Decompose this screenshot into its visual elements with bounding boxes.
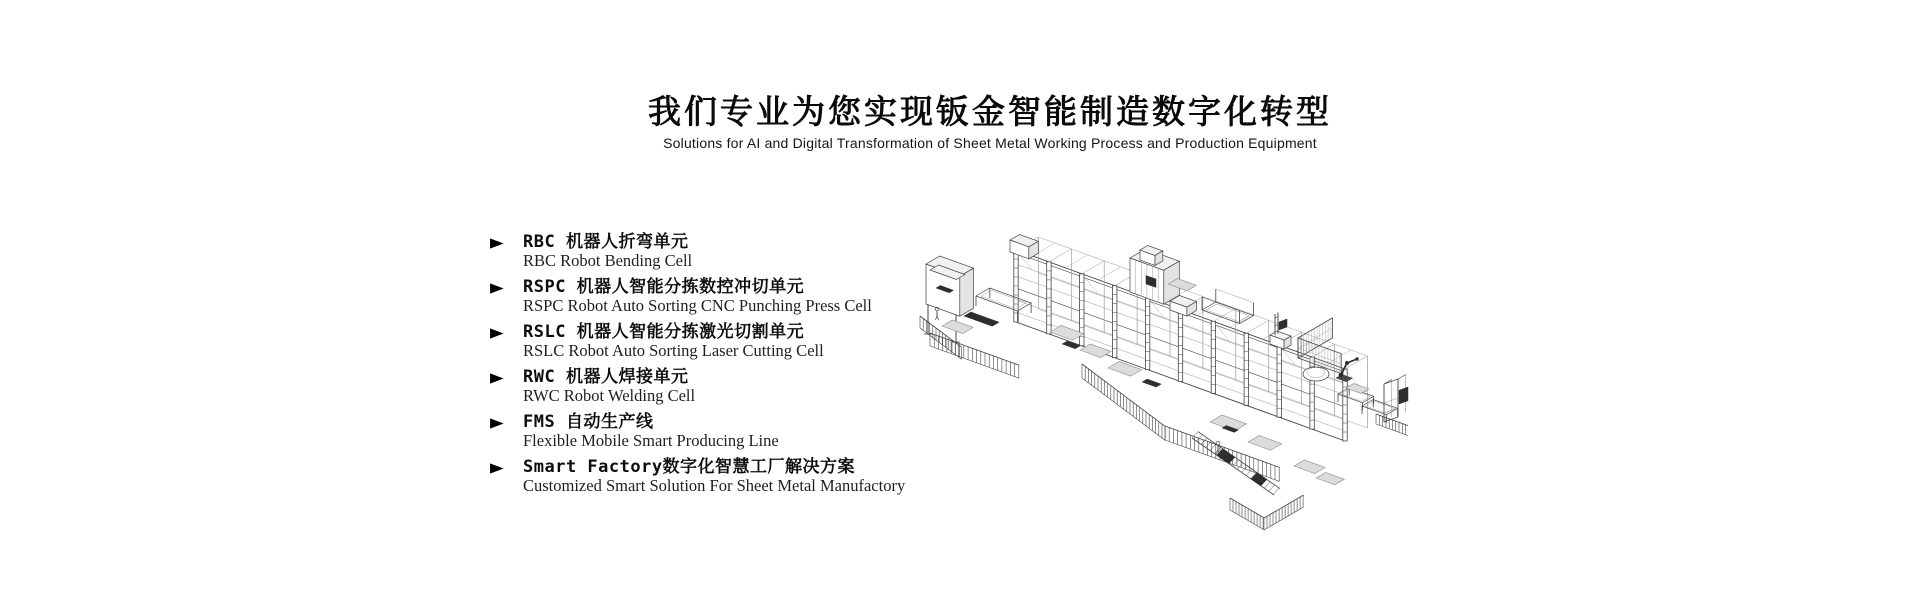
- play-arrow-icon: ▶: [490, 414, 504, 430]
- product-item: [490, 457, 905, 495]
- product-text: [523, 277, 872, 315]
- product-label-cn: Smart Factory数字化智慧工厂解决方案: [523, 457, 856, 477]
- product-label-en: RBC Robot Bending Cell: [523, 251, 693, 270]
- product-label-cn: RSPC 机器人智能分拣数控冲切单元: [523, 277, 805, 297]
- product-label-en: RSLC Robot Auto Sorting Laser Cutting Cell: [523, 341, 824, 360]
- banner-subtitle: Solutions for AI and Digital Transformation of Sheet Metal Working Process and Production Equipment: [663, 135, 1317, 151]
- product-label-en: RSPC Robot Auto Sorting CNC Punching Press Cell: [523, 296, 872, 315]
- product-label-en: Flexible Mobile Smart Producing Line: [523, 431, 779, 450]
- product-text: [523, 412, 779, 450]
- play-arrow-icon: ▶: [490, 234, 504, 250]
- banner-header: [480, 94, 1500, 152]
- product-item: [490, 232, 905, 270]
- product-text: [523, 232, 692, 270]
- product-list: [490, 232, 905, 502]
- product-text: [523, 367, 695, 405]
- product-text: [523, 457, 905, 495]
- product-label-en: Customized Smart Solution For Sheet Metal Manufactory: [523, 476, 906, 495]
- product-item: [490, 412, 905, 450]
- product-label-cn: FMS 自动生产线: [523, 412, 654, 432]
- play-arrow-icon: ▶: [490, 369, 504, 385]
- smart-factory-production-line-illustration: [912, 226, 1432, 532]
- product-label-en: RWC Robot Welding Cell: [523, 386, 696, 405]
- product-item: [490, 277, 905, 315]
- product-text: [523, 322, 824, 360]
- banner-title: 我们专业为您实现钣金智能制造数字化转型: [648, 93, 1332, 130]
- product-item: [490, 367, 905, 405]
- factory-line-drawing: [912, 226, 1432, 532]
- play-arrow-icon: ▶: [490, 279, 504, 295]
- product-label-cn: RWC 机器人焊接单元: [523, 367, 689, 387]
- product-label-cn: RBC 机器人折弯单元: [523, 232, 689, 252]
- product-label-cn: RSLC 机器人智能分拣激光切割单元: [523, 322, 805, 342]
- play-arrow-icon: ▶: [490, 459, 504, 475]
- play-arrow-icon: ▶: [490, 324, 504, 340]
- product-item: [490, 322, 905, 360]
